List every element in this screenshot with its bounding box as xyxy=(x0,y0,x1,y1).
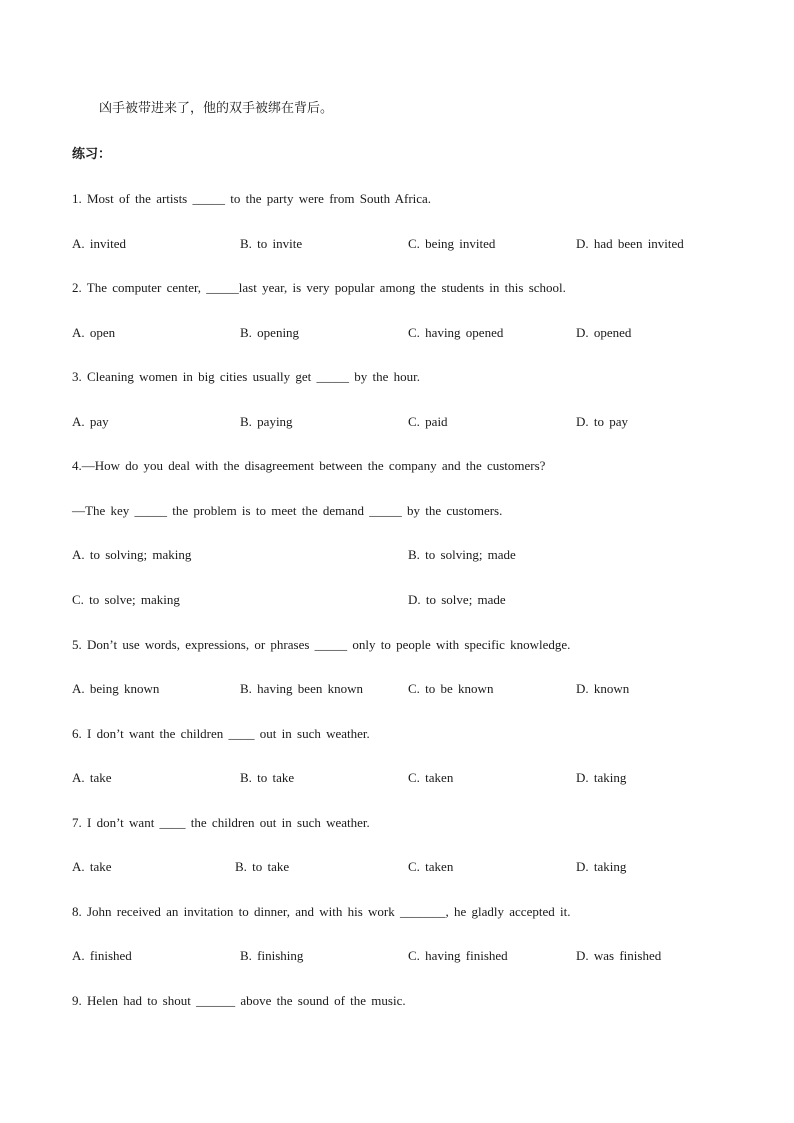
question-7-option-d: D. taking xyxy=(576,859,627,874)
question-1-option-b: B. to invite xyxy=(240,236,303,251)
question-2-option-c: C. having opened xyxy=(408,325,504,340)
question-4-stem: 4.—How do you deal with the disagreement between the company and the customers? xyxy=(72,458,546,473)
question-4-option-b: B. to solving; made xyxy=(408,547,516,562)
question-5-option-b: B. having been known xyxy=(240,681,363,696)
question-3-stem: 3. Cleaning women in big cities usually get _____ by the hour. xyxy=(72,369,421,384)
question-3-option-c: C. paid xyxy=(408,414,448,429)
question-2-option-b: B. opening xyxy=(240,325,300,340)
question-8-option-c: C. having finished xyxy=(408,948,508,963)
question-7-option-c: C. taken xyxy=(408,859,454,874)
question-2-option-a: A. open xyxy=(72,325,116,340)
question-6-option-d: D. taking xyxy=(576,770,627,785)
question-6-option-a: A. take xyxy=(72,770,112,785)
question-8-option-d: D. was finished xyxy=(576,948,662,963)
question-5-stem: 5. Don’t use words, expressions, or phrases _____ only to people with specific knowledge. xyxy=(72,637,571,652)
question-1-option-a: A. invited xyxy=(72,236,126,251)
question-7-option-b: B. to take xyxy=(235,859,290,874)
question-1-option-c: C. being invited xyxy=(408,236,496,251)
question-8-option-b: B. finishing xyxy=(240,948,304,963)
question-2-stem: 2. The computer center, _____last year, is very popular among the students in this school. xyxy=(72,280,566,295)
question-5-option-a: A. being known xyxy=(72,681,160,696)
question-3-option-d: D. to pay xyxy=(576,414,629,429)
question-4-option-c: C. to solve; making xyxy=(72,592,180,607)
question-5-option-d: D. known xyxy=(576,681,630,696)
question-8-stem: 8. John received an invitation to dinner, and with his work _______, he gladly accepted it. xyxy=(72,904,571,919)
question-7-stem: 7. I don’t want ____ the children out in such weather. xyxy=(72,815,370,830)
question-6-stem: 6. I don’t want the children ____ out in such weather. xyxy=(72,726,370,741)
section-heading: 练习： xyxy=(72,147,112,162)
question-9-stem: 9. Helen had to shout ______ above the sound of the music. xyxy=(72,993,406,1008)
question-6-option-c: C. taken xyxy=(408,770,454,785)
question-3-option-b: B. paying xyxy=(240,414,293,429)
question-5-option-c: C. to be known xyxy=(408,681,494,696)
question-8-option-a: A. finished xyxy=(72,948,132,963)
intro-sentence: 凶手被带进来了，他的双手被绑在背后。 xyxy=(99,101,334,116)
question-6-option-b: B. to take xyxy=(240,770,295,785)
question-1-stem: 1. Most of the artists _____ to the party were from South Africa. xyxy=(72,191,432,206)
question-3-option-a: A. pay xyxy=(72,414,109,429)
question-4-option-a: A. to solving; making xyxy=(72,547,192,562)
question-1-option-d: D. had been invited xyxy=(576,236,684,251)
question-7-option-a: A. take xyxy=(72,859,112,874)
question-4-stem-reply: —The key _____ the problem is to meet the demand _____ by the customers. xyxy=(72,503,503,518)
question-2-option-d: D. opened xyxy=(576,325,632,340)
question-4-option-d: D. to solve; made xyxy=(408,592,506,607)
